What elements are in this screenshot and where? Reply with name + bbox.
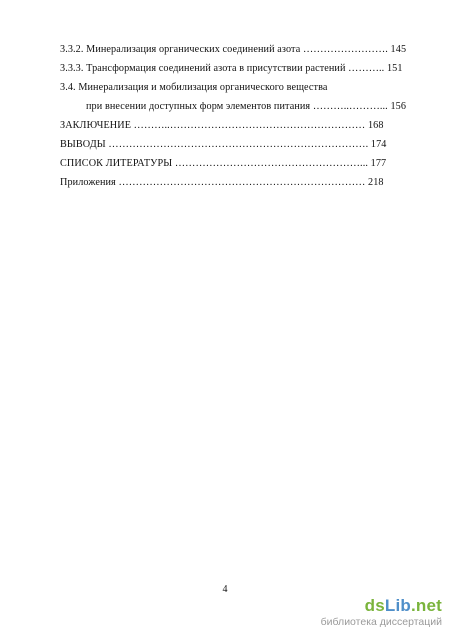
logo-part-ds: ds xyxy=(364,596,385,615)
toc-entry-3-4-continued: при внесении доступных форм элементов питания ………..………... 156 xyxy=(86,101,407,112)
page-number: 4 xyxy=(222,584,228,595)
toc-entry-3-4-title: 3.4. Минерализация и мобилизация органического вещества xyxy=(60,82,328,93)
site-logo xyxy=(321,597,442,615)
toc-entry-3-3-2: 3.3.2. Минерализация органических соединений азота ……………………. 145 xyxy=(60,44,407,55)
logo-part-lib: Lib xyxy=(384,596,411,615)
toc-entry-appendices: Приложения ……………………………………………………………… 218 xyxy=(60,177,384,188)
toc-entry-findings: ВЫВОДЫ …………………………………………………………………. 174 xyxy=(60,139,387,150)
logo-part-net: .net xyxy=(410,596,442,615)
toc-entry-conclusion: ЗАКЛЮЧЕНИЕ ………..………………………………………………… 168 xyxy=(60,120,384,131)
toc-entry-references: СПИСОК ЛИТЕРАТУРЫ ………………………………………………... 177 xyxy=(60,158,387,169)
toc-entry-3-3-3: 3.3.3. Трансформация соединений азота в присутствии растений ……….. 151 xyxy=(60,63,403,74)
site-watermark xyxy=(321,597,442,628)
site-tagline: библиотека диссертаций xyxy=(320,616,442,628)
